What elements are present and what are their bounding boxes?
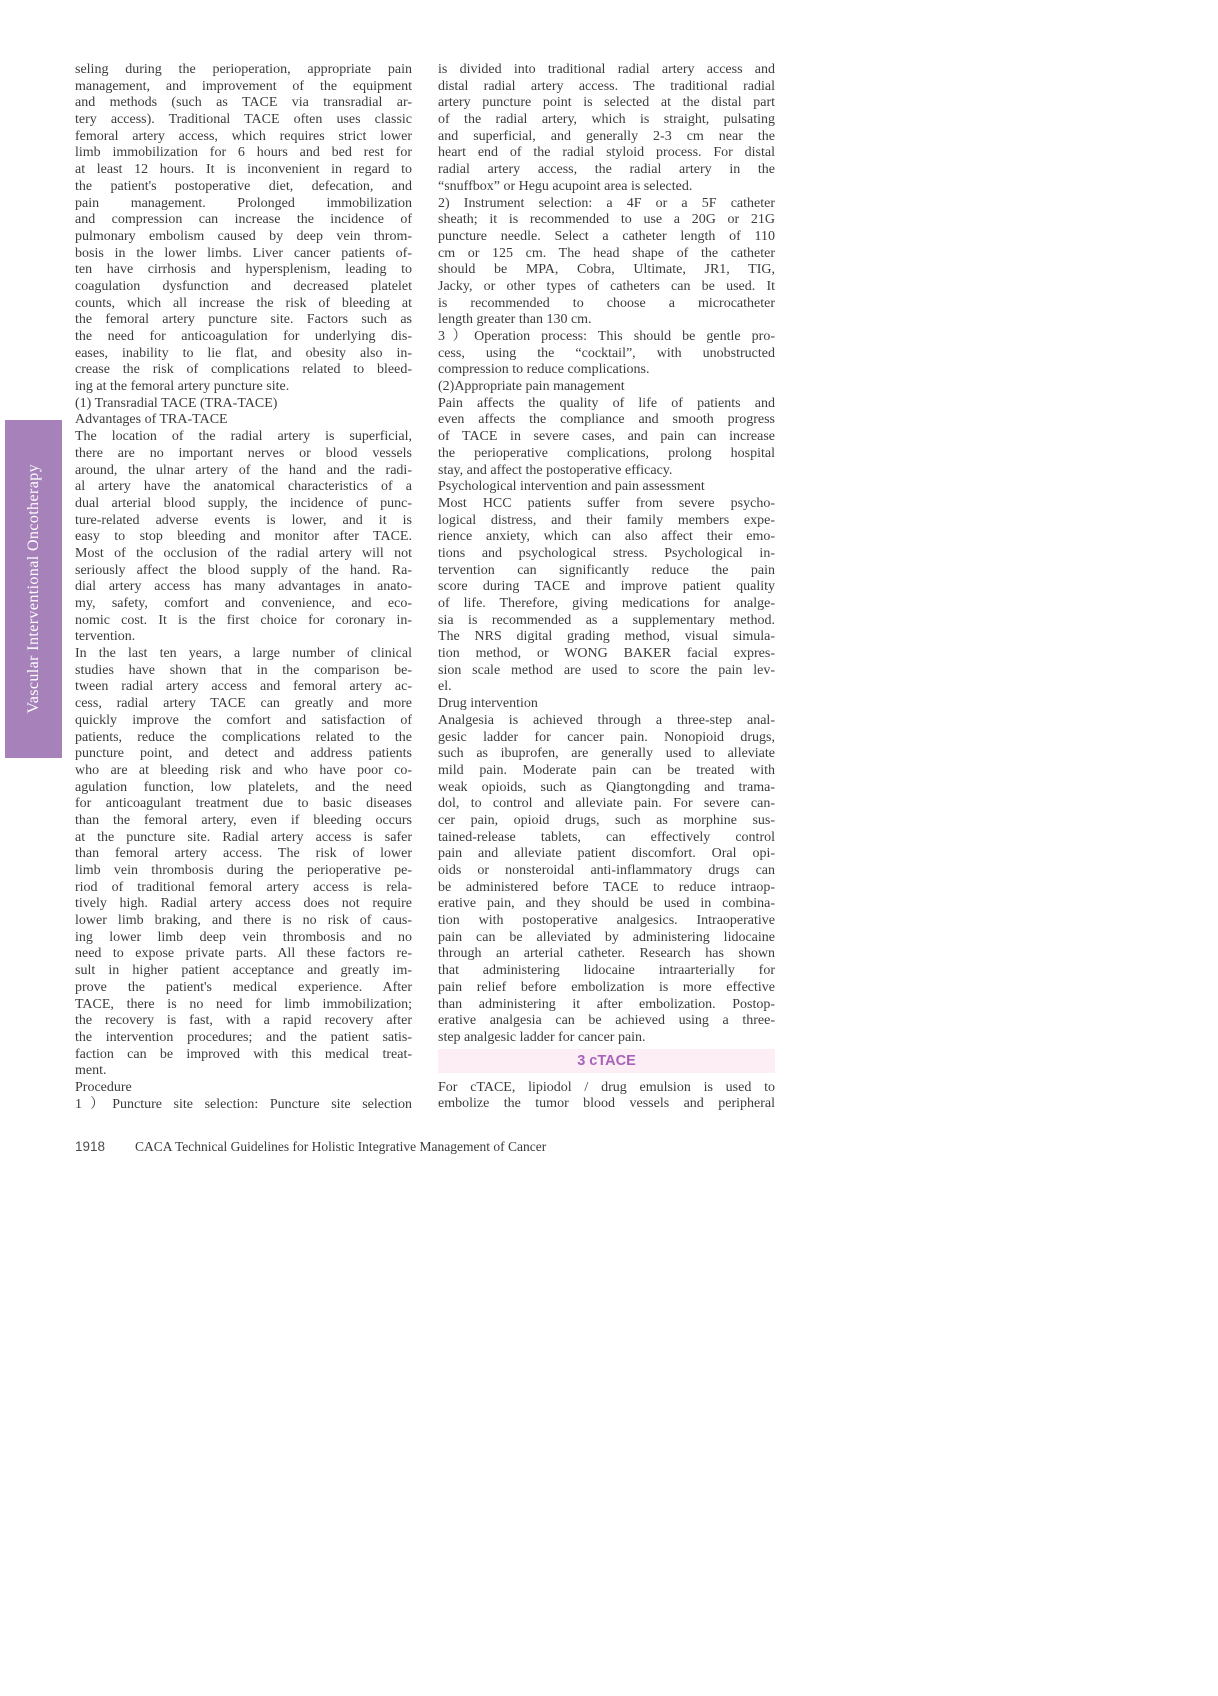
text-line: bosis in the lower limbs. Liver cancer patients of-: [75, 245, 412, 261]
text-line: than administering it after embolization. Postop-: [438, 996, 775, 1012]
text-line: Advantages of TRA-TACE: [75, 412, 228, 428]
text-line: dol, to control and alleviate pain. For severe can-: [438, 796, 775, 812]
text-line: sion scale method are used to score the pain lev-: [438, 662, 775, 678]
text-line: sult in higher patient acceptance and greatly im-: [75, 963, 412, 979]
text-line: pain management. Prolonged immobilization: [75, 195, 412, 211]
text-line: that administering lidocaine intraarterially for: [438, 963, 775, 979]
sidebar-label: Vascular Interventional Oncotherapy: [24, 464, 42, 714]
text-line: Jacky, or other types of catheters can be used. It: [438, 278, 775, 294]
text-line: riod of traditional femoral artery access is rela-: [75, 879, 412, 895]
text-line: through an arterial catheter. Research has shown: [438, 946, 775, 962]
text-line: pain can be alleviated by administering lidocaine: [438, 929, 775, 945]
text-line: Pain affects the quality of life of patients and: [438, 395, 775, 411]
text-line: be administered before TACE to reduce intraop-: [438, 879, 775, 895]
text-line: agulation function, low platelets, and the need: [75, 779, 412, 795]
text-line: rience anxiety, which can also affect their emo-: [438, 529, 775, 545]
text-line: such as ibuprofen, are generally used to alleviate: [438, 746, 775, 762]
text-line: ing lower limb deep vein thrombosis and no: [75, 929, 412, 945]
text-line: For cTACE, lipiodol / drug emulsion is used to: [438, 1079, 775, 1095]
text-line: patients, reduce the complications related to the: [75, 729, 412, 745]
text-line: femoral artery access, which requires strict lower: [75, 128, 412, 144]
text-line: artery puncture point is selected at the distal part: [438, 95, 775, 111]
text-line: tery access). Traditional TACE often uses classic: [75, 112, 412, 128]
text-line: my, safety, comfort and convenience, and eco-: [75, 596, 412, 611]
text-line: “snuffbox” or Hegu acupoint area is selected.: [438, 178, 693, 194]
text-line: al artery have the anatomical characteristics of a: [75, 479, 412, 495]
text-line: of the radial artery, which is straight, pulsating: [438, 112, 775, 128]
right-column-bottom: [438, 1080, 775, 1113]
text-line: at the puncture site. Radial artery access is safer: [75, 829, 412, 845]
text-line: nomic cost. It is the first choice for coronary in-: [75, 612, 412, 628]
right-column-top: [438, 62, 775, 1047]
text-line: mild pain. Moderate pain can be treated with: [438, 762, 775, 778]
text-line: and superficial, and generally 2-3 cm near the: [438, 128, 775, 144]
text-line: In the last ten years, a large number of clinical: [75, 646, 412, 662]
text-line: puncture needle. Select a catheter length of 110: [438, 228, 775, 244]
text-line: tween radial artery access and femoral artery ac-: [75, 679, 412, 695]
text-line: tervention.: [75, 629, 136, 645]
text-line: el.: [438, 679, 452, 695]
text-line: the perioperative complications, prolong hospital: [438, 445, 775, 461]
page-number: 1918: [75, 1139, 106, 1154]
text-line: puncture point, and detect and address patients: [75, 746, 412, 762]
text-line: who are at bleeding risk and who have poor co-: [75, 762, 412, 778]
section-header-band: [438, 1049, 775, 1073]
text-line: pulmonary embolism caused by deep vein throm-: [75, 228, 412, 244]
text-line: the patient's postoperative diet, defecation, and: [75, 178, 412, 194]
left-column: [75, 62, 412, 1113]
text-line: and compression can increase the incidence of: [75, 212, 412, 228]
text-line: faction can be improved with this medical treat-: [75, 1046, 412, 1062]
text-line: the intervention procedures; and the patient satis-: [75, 1029, 412, 1045]
text-line: is divided into traditional radial artery access and: [438, 62, 775, 77]
text-line: cess, using the “cocktail”, with unobstructed: [438, 345, 775, 361]
text-line: gesic ladder for cancer pain. Nonopioid drugs,: [438, 729, 775, 745]
text-line: the recovery is fast, with a rapid recovery after: [75, 1013, 412, 1029]
text-line: for anticoagulant treatment due to basic diseases: [75, 796, 412, 812]
text-line: tion method, or WONG BAKER facial expres-: [438, 646, 775, 662]
text-line: weak opioids, such as Qiangtongding and trama-: [438, 779, 775, 795]
text-line: heart end of the radial styloid process. For distal: [438, 145, 775, 161]
right-column: [438, 62, 775, 1113]
text-line: at least 12 hours. It is inconvenient in regard to: [75, 162, 412, 178]
text-line: need to expose private parts. All these factors re-: [75, 946, 412, 962]
text-line: Procedure: [75, 1079, 132, 1095]
text-line: cm or 125 cm. The head shape of the catheter: [438, 245, 775, 261]
text-line: seriously affect the blood supply of the hand. Ra-: [75, 562, 412, 578]
text-line: tervention can significantly reduce the pain: [438, 562, 775, 578]
text-line: and methods (such as TACE via transradial ar-: [75, 95, 412, 111]
text-line: step analgesic ladder for cancer pain.: [438, 1029, 646, 1045]
text-line: 3）Operation process: This should be gentle pro-: [438, 329, 775, 344]
text-line: pain and alleviate patient discomfort. Oral opi-: [438, 846, 775, 862]
text-line: length greater than 130 cm.: [438, 312, 592, 328]
text-line: limb immobilization for 6 hours and bed rest for: [75, 145, 412, 161]
text-line: ing at the femoral artery puncture site.: [75, 379, 290, 395]
text-line: score during TACE and improve patient quality: [438, 579, 775, 595]
text-line: cer pain, opioid drugs, such as morphine sus-: [438, 812, 775, 828]
section-header-label: 3 cTACE: [577, 1052, 636, 1069]
text-line: 2) Instrument selection: a 4F or a 5F catheter: [438, 195, 775, 211]
text-line: The location of the radial artery is superficial,: [75, 429, 412, 445]
text-line: ten have cirrhosis and hypersplenism, leading to: [75, 262, 412, 278]
text-line: tained-release tablets, can effectively control: [438, 829, 775, 845]
text-line: counts, which all increase the risk of bleeding at: [75, 295, 412, 311]
text-line: sheath; it is recommended to use a 20G or 21G: [438, 212, 775, 228]
text-line: ment.: [75, 1063, 107, 1079]
text-line: oids or nonsteroidal anti-inflammatory drugs can: [438, 863, 775, 878]
text-line: eases, inability to lie flat, and obesity also in-: [75, 345, 412, 361]
text-line: prove the patient's medical experience. After: [75, 979, 412, 995]
text-line: coagulation dysfunction and decreased platelet: [75, 278, 412, 294]
text-line: Most HCC patients suffer from severe psycho-: [438, 495, 775, 511]
text-line: 1）Puncture site selection: Puncture site selection: [75, 1096, 412, 1112]
sidebar-tab: [5, 420, 62, 758]
text-line: erative analgesia can be achieved using a three-: [438, 1013, 775, 1029]
text-line: is recommended to choose a microcatheter: [438, 295, 775, 311]
text-line: embolize the tumor blood vessels and peripheral: [438, 1096, 775, 1112]
text-line: than the femoral artery, even if bleeding occurs: [75, 812, 412, 828]
text-line: tively high. Radial artery access does not require: [75, 896, 412, 912]
text-line: cess, radial artery TACE can greatly and more: [75, 696, 412, 712]
text-line: pain relief before embolization is more effective: [438, 979, 775, 995]
text-line: than femoral artery access. The risk of lower: [75, 846, 412, 862]
text-line: lower limb braking, and there is no risk of caus-: [75, 913, 412, 929]
text-line: there are no important nerves or blood vessels: [75, 445, 412, 461]
text-line: the need for anticoagulation for underlying dis-: [75, 329, 412, 344]
text-line: tion with postoperative analgesics. Intraoperative: [438, 913, 775, 929]
text-line: management, and improvement of the equipment: [75, 78, 412, 94]
text-line: Analgesia is achieved through a three-step anal-: [438, 712, 775, 728]
text-line: erative pain, and they should be used in combina-: [438, 896, 775, 912]
text-line: seling during the perioperation, appropriate pain: [75, 62, 412, 77]
text-line: Psychological intervention and pain assessment: [438, 479, 705, 495]
text-line: (1) Transradial TACE (TRA-TACE): [75, 395, 278, 411]
text-line: sia is recommended as a supplementary method.: [438, 612, 775, 628]
text-line: Drug intervention: [438, 696, 538, 712]
text-line: even affects the compliance and smooth progress: [438, 412, 775, 428]
text-line: Most of the occlusion of the radial artery will not: [75, 545, 412, 561]
text-line: around, the ulnar artery of the hand and the radi-: [75, 462, 412, 478]
text-line: should be MPA, Cobra, Ultimate, JR1, TIG,: [438, 262, 775, 278]
text-line: dial artery access has many advantages in anato-: [75, 579, 412, 595]
text-line: the femoral artery puncture site. Factors such as: [75, 312, 412, 328]
text-line: radial artery access, the radial artery in the: [438, 162, 775, 178]
text-line: limb vein thrombosis during the perioperative pe-: [75, 863, 412, 878]
text-line: of TACE in severe cases, and pain can increase: [438, 429, 775, 445]
text-line: of life. Therefore, giving medications for analge-: [438, 596, 775, 611]
text-line: logical distress, and their family members expe-: [438, 512, 775, 528]
text-line: ture-related adverse events is lower, and it is: [75, 512, 412, 528]
text-line: (2)Appropriate pain management: [438, 379, 625, 395]
text-line: distal radial artery access. The traditional radial: [438, 78, 775, 94]
text-line: tions and psychological stress. Psychological in-: [438, 545, 775, 561]
text-line: studies have shown that in the comparison be-: [75, 662, 412, 678]
text-line: quickly improve the comfort and satisfaction of: [75, 712, 412, 728]
footer: [75, 1138, 546, 1156]
footer-title: CACA Technical Guidelines for Holistic Integrative Management of Cancer: [135, 1139, 547, 1154]
text-line: crease the risk of complications related to bleed-: [75, 362, 412, 378]
text-line: stay, and affect the postoperative efficacy.: [438, 462, 673, 478]
text-line: The NRS digital grading method, visual simula-: [438, 629, 775, 645]
text-line: compression to reduce complications.: [438, 362, 650, 378]
text-line: TACE, there is no need for limb immobilization;: [75, 996, 412, 1012]
text-line: dual arterial blood supply, the incidence of punc-: [75, 495, 412, 511]
text-line: easy to stop bleeding and monitor after TACE.: [75, 529, 412, 545]
